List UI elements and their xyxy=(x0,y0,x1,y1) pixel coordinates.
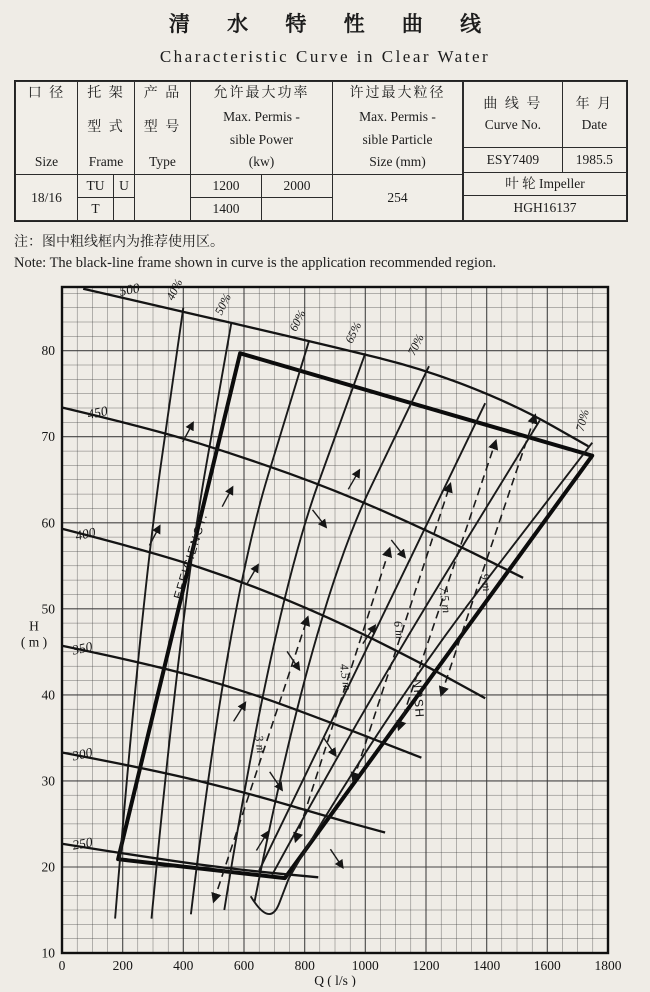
svg-text:30: 30 xyxy=(41,773,55,789)
svg-text:7.5 m: 7.5 m xyxy=(436,585,454,614)
svg-text:EFFICIENCY.: EFFICIENCY. xyxy=(170,510,211,601)
notes xyxy=(14,232,650,275)
power-2000: 2000 xyxy=(262,175,333,198)
svg-text:40%: 40% xyxy=(163,276,186,303)
spec-table-left xyxy=(15,81,463,221)
page-title-en: Characteristic Curve in Clear Water xyxy=(159,47,491,66)
power-1200: 1200 xyxy=(191,175,262,198)
type-value xyxy=(135,175,191,221)
svg-text:200: 200 xyxy=(112,957,133,973)
col-power: 允许最大功率 Max. Permis - sible Power (kw) xyxy=(191,82,333,175)
svg-text:65%: 65% xyxy=(342,319,365,346)
svg-text:70%: 70% xyxy=(572,407,592,433)
svg-text:70: 70 xyxy=(41,428,55,444)
note-en: Note: The black-line frame shown in curve is the application recommended region. xyxy=(14,255,497,271)
svg-text:450: 450 xyxy=(86,402,109,422)
frame-tu: TU xyxy=(78,175,114,198)
svg-text:Q ( l/s ): Q ( l/s ) xyxy=(314,972,356,987)
svg-text:350: 350 xyxy=(70,638,94,658)
svg-text:400: 400 xyxy=(173,957,194,973)
svg-text:10: 10 xyxy=(41,945,55,961)
svg-text:20: 20 xyxy=(41,859,55,875)
spec-table xyxy=(14,80,628,222)
svg-text:1600: 1600 xyxy=(533,957,561,973)
spec-table-right xyxy=(463,81,627,221)
svg-text:600: 600 xyxy=(233,957,255,973)
svg-text:6 m: 6 m xyxy=(390,619,408,640)
chart xyxy=(0,275,650,987)
col-size: 口 径 Size xyxy=(16,82,78,175)
svg-text:1800: 1800 xyxy=(594,957,622,973)
frame-t: T xyxy=(78,198,114,221)
power-empty xyxy=(262,198,333,221)
svg-text:60: 60 xyxy=(41,515,55,531)
svg-text:H: H xyxy=(29,618,39,634)
page-title-cn: 清 水 特 性 曲 线 xyxy=(168,12,498,36)
svg-text:250: 250 xyxy=(71,834,94,853)
frame-u: U xyxy=(114,175,135,198)
impeller-no: HGH16137 xyxy=(464,196,627,221)
impeller-label: 叶 轮 Impeller xyxy=(464,173,627,196)
svg-text:500: 500 xyxy=(118,279,141,299)
svg-text:800: 800 xyxy=(294,957,315,973)
svg-text:9 m: 9 m xyxy=(477,572,495,592)
particle-value: 254 xyxy=(333,175,463,221)
note-cn: 注：图中粗线框内为推荐使用区。 xyxy=(14,235,224,250)
col-particle: 许过最大粒径 Max. Permis - sible Particle Size (mm) xyxy=(333,82,463,175)
svg-text:60%: 60% xyxy=(286,307,309,334)
svg-text:70%: 70% xyxy=(404,331,427,358)
svg-text:1200: 1200 xyxy=(412,957,440,973)
power-1400: 1400 xyxy=(191,198,262,221)
svg-text:300: 300 xyxy=(70,744,94,764)
svg-text:80: 80 xyxy=(41,342,55,358)
svg-text:4.5 m: 4.5 m xyxy=(336,662,355,692)
col-curve-no: 曲 线 号 Curve No. xyxy=(464,82,563,148)
col-date: 年 月 Date xyxy=(562,82,626,148)
col-type: 产 品 型 号 Type xyxy=(135,82,191,175)
date-value: 1985.5 xyxy=(562,148,626,173)
svg-text:1400: 1400 xyxy=(473,957,501,973)
svg-text:NPSH: NPSH xyxy=(410,678,427,719)
col-frame: 托 架 型 式 Frame xyxy=(78,82,135,175)
svg-text:1000: 1000 xyxy=(351,957,379,973)
svg-text:50%: 50% xyxy=(211,290,234,317)
svg-text:400: 400 xyxy=(73,524,97,544)
curve-no-value: ESY7409 xyxy=(464,148,563,173)
frame-empty xyxy=(114,198,135,221)
svg-text:0: 0 xyxy=(58,957,66,973)
svg-text:( m ): ( m ) xyxy=(20,634,48,650)
svg-text:40: 40 xyxy=(41,687,55,703)
size-value: 18/16 xyxy=(16,175,78,221)
svg-text:3 m: 3 m xyxy=(251,734,269,754)
svg-text:50: 50 xyxy=(41,601,55,617)
